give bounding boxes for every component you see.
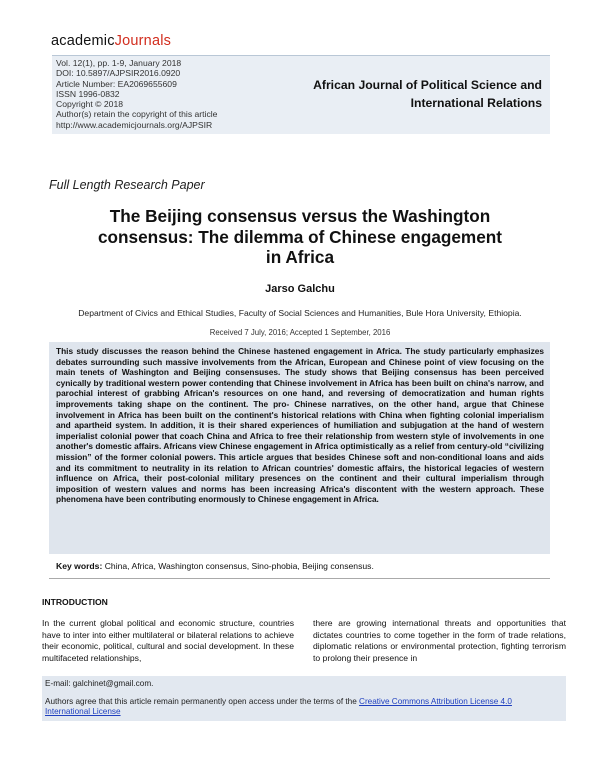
body-column-left: In the current global political and economic structure, countries have to inter into either multilateral or bilateral relations to achieve their economic, political, cultural and social development. In these multifaceted relationships,	[42, 618, 294, 664]
section-heading-introduction: INTRODUCTION	[42, 597, 108, 607]
author-affiliation: Department of Civics and Ethical Studies, Faculty of Social Sciences and Humanities, Bule Hora University, Ethiopia.	[78, 308, 522, 318]
journal-header	[52, 55, 550, 134]
paper-title	[60, 206, 540, 268]
journal-name	[292, 76, 542, 112]
keywords	[56, 561, 546, 571]
body-column-right: there are growing international threats and opportunities that dictates countries to come together in the form of trade relations, diplomatic relations or environmental protection, fighting terrorism to prolong their presence in	[313, 618, 566, 664]
journal-name-line2: International Relations	[410, 96, 542, 110]
logo-part-academic: academic	[51, 33, 115, 49]
meta-copyright: Copyright © 2018	[56, 99, 124, 110]
publisher-logo	[51, 33, 171, 49]
author-name: Jarso Galchu	[265, 283, 335, 295]
meta-volume: Vol. 12(1), pp. 1-9, January 2018	[56, 58, 182, 68]
logo-part-journals: Journals	[114, 33, 172, 49]
received-dates: Received 7 July, 2016; Accepted 1 September, 2016	[209, 328, 391, 337]
keywords-text: China, Africa, Washington consensus, Sino-phobia, Beijing consensus.	[104, 561, 374, 571]
paper-title-line2: consensus: The dilemma of Chinese engagement	[98, 226, 502, 247]
meta-issn: ISSN 1996-0832	[56, 88, 120, 99]
paper-type: Full Length Research Paper	[49, 178, 205, 192]
abstract-text: This study discusses the reason behind the Chinese hastened engagement in Africa. The study particularly emphasizes debates surrounding such massive involvements from the African, European and Chinese point of view focusing on the main tenets of Washington and Beijing consensuses. The study shows that Beijing consensus has been perceived cynically by traditional western power contending that Chinese involvement in Africa has been built on china's narrow, and parochial interest of grabbing African's resources on one hand, and reversing of democratization and human rights improvements taking shape on the continent. The pro- Chinese narratives, on the other hand, argue that Chinese involvement in Africa has been built on the continent's historical relations with China when fighting colonial imperialism and apartheid system. In addition, it is their shared experiences of humiliation and subjugation at the hand of western imperialist colonial power that coach China and Africa to free their relationship from western style of involvements in one another's domestic affairs. Africans view Chinese engagement in Africa optimistically as a relief from century-old “civilizing mission” of the former colonial powers. This article argues that besides Chinese soft and non-conditional loans and aids and its commitment to neutrality in its relation to African countries' domestic affairs, the historical legacies of western influence on Africa, their post-colonial military presences on the continent and their cultural imperialism through imposition of western values and norms has been increasing Africa's discontent with the western approach. These phenomena have been contributing enormously to Chinese engagement in Africa.	[56, 346, 544, 505]
article-metadata	[56, 58, 217, 130]
meta-doi: DOI: 10.5897/AJPSIR2016.0920	[56, 68, 181, 79]
keywords-divider	[49, 578, 550, 579]
meta-article-number: Article Number: EA2069655609	[56, 78, 177, 89]
license-text: Authors agree that this article remain permanently open access under the terms of the	[45, 697, 360, 706]
paper-title-line3: in Africa	[265, 247, 335, 267]
license-link[interactable]: Creative Commons Attribution License 4.0 International License	[45, 697, 512, 717]
keywords-label: Key words:	[56, 561, 103, 571]
author-email: E-mail: galchinet@gmail.com.	[45, 679, 154, 688]
paper-title-line1: The Beijing consensus versus the Washington	[109, 206, 491, 226]
license-statement	[45, 697, 545, 718]
journal-name-line1: African Journal of Political Science and	[313, 78, 542, 92]
meta-rights: Author(s) retain the copyright of this article	[56, 109, 218, 120]
meta-url[interactable]: http://www.academicjournals.org/AJPSIR	[56, 119, 213, 130]
